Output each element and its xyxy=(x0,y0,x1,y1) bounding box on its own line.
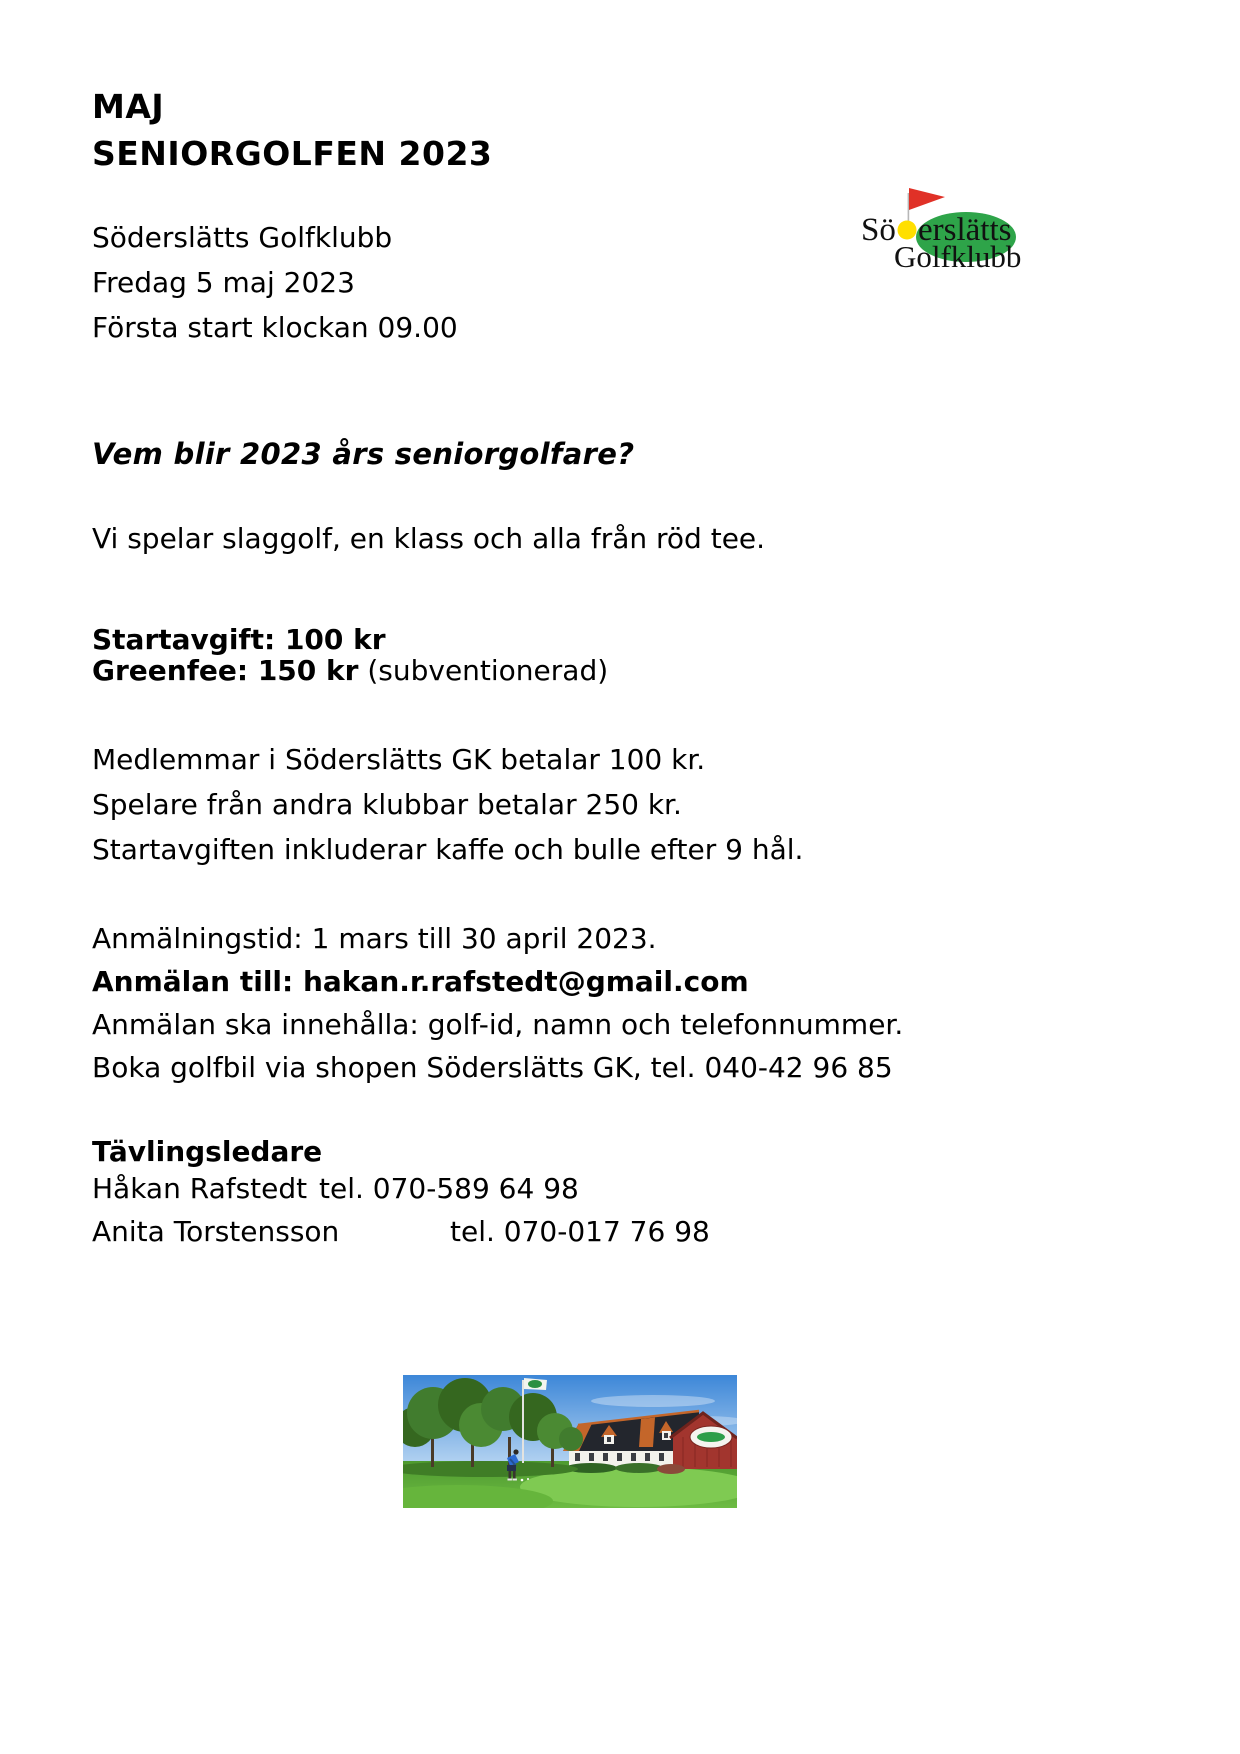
greenfee-label: Greenfee: 150 kr xyxy=(92,654,359,687)
registration-requirements-line: Anmälan ska innehålla: golf-id, namn och telefonnummer. xyxy=(92,1008,904,1041)
leader-tel: tel. 070-017 76 98 xyxy=(450,1215,710,1248)
logo-club-name-prefix: Sö xyxy=(861,212,896,248)
logo-golfball-icon xyxy=(898,221,917,240)
photo-golfball xyxy=(527,1478,529,1480)
photo-tree-canopy xyxy=(559,1427,583,1451)
photo-cloud xyxy=(591,1395,715,1407)
logo-club-name-line2: Golfklubb xyxy=(894,239,1022,274)
photo-dormer-window xyxy=(607,1437,611,1442)
photo-bush xyxy=(657,1464,685,1474)
members-fee-line: Medlemmar i Söderslätts GK betalar 100 kr. xyxy=(92,743,706,776)
leader-name: Håkan Rafstedt xyxy=(92,1172,308,1205)
fees-block xyxy=(92,624,608,686)
photo-golfer-head xyxy=(513,1449,518,1454)
leader-row xyxy=(92,1167,710,1210)
logo-flagpole-icon xyxy=(908,193,910,223)
leader-tel: tel. 070-589 64 98 xyxy=(319,1172,579,1205)
clubhouse-photo xyxy=(403,1375,737,1508)
photo-dormer-window xyxy=(664,1433,668,1438)
leader-row xyxy=(92,1210,710,1253)
golfcart-booking-line: Boka golfbil via shopen Söderslätts GK, tel. 040-42 96 85 xyxy=(92,1051,893,1084)
photo-window xyxy=(645,1453,650,1461)
start-time-line: Första start klockan 09.00 xyxy=(92,311,458,344)
photo-golfer-leg xyxy=(513,1471,516,1479)
fee-includes-line: Startavgiften inkluderar kaffe och bulle efter 9 hål. xyxy=(92,833,804,866)
event-date-line: Fredag 5 maj 2023 xyxy=(92,266,355,299)
registration-period-line: Anmälningstid: 1 mars till 30 april 2023. xyxy=(92,922,657,955)
startavgift-line xyxy=(92,624,608,655)
photo-window xyxy=(589,1453,594,1461)
guests-fee-line: Spelare från andra klubbar betalar 250 kr. xyxy=(92,788,682,821)
registration-block xyxy=(92,917,903,1089)
startavgift-label: Startavgift: 100 kr xyxy=(92,623,386,656)
photo-golfer-shorts xyxy=(507,1465,516,1471)
registration-email-line: Anmälan till: hakan.r.rafstedt@gmail.com xyxy=(92,965,749,998)
photo-hedge xyxy=(615,1463,663,1473)
club-logo-graphic xyxy=(856,183,1042,275)
greenfee-note: (subventionerad) xyxy=(358,654,609,687)
photo-window xyxy=(575,1453,580,1461)
event-title: SENIORGOLFEN 2023 xyxy=(92,134,493,173)
club-logo xyxy=(856,183,1042,275)
play-format-line: Vi spelar slaggolf, en klass och alla från röd tee. xyxy=(92,522,766,555)
logo-flag-icon xyxy=(909,188,945,210)
photo-gable-logo-text xyxy=(697,1432,725,1442)
payment-details-block xyxy=(92,737,803,872)
event-info-block xyxy=(92,215,458,350)
photo-golfer-leg xyxy=(509,1471,512,1479)
club-name-line: Söderslätts Golfklubb xyxy=(92,221,393,254)
photo-tree-trunk xyxy=(431,1435,434,1467)
question-heading: Vem blir 2023 års seniorgolfare? xyxy=(92,437,635,471)
photo-roof-tiles xyxy=(639,1418,655,1448)
leaders-heading: Tävlingsledare xyxy=(92,1135,323,1168)
photo-flagpole xyxy=(522,1380,524,1463)
photo-golfer-shoe xyxy=(513,1479,517,1481)
greenfee-line xyxy=(92,655,608,686)
photo-window xyxy=(617,1453,622,1461)
photo-flag-emblem xyxy=(528,1380,542,1388)
photo-window xyxy=(631,1453,636,1461)
photo-golfball xyxy=(521,1479,524,1482)
leaders-block xyxy=(92,1136,710,1253)
photo-window xyxy=(659,1453,664,1461)
leader-name: Anita Torstensson xyxy=(92,1215,340,1248)
clubhouse-photo-graphic xyxy=(403,1375,737,1508)
photo-golfer-shoe xyxy=(508,1479,512,1481)
logo-club-name-suffix: erslätts xyxy=(918,212,1012,248)
month-heading: MAJ xyxy=(92,87,165,126)
page-title-block xyxy=(92,83,492,177)
photo-window xyxy=(603,1453,608,1461)
